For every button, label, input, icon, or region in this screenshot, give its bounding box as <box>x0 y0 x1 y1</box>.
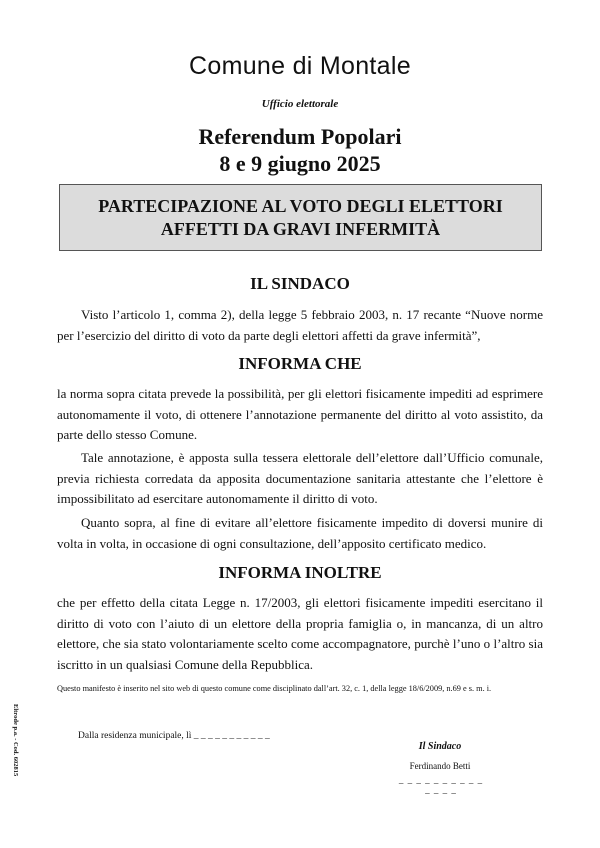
office-subtitle: Ufficio elettorale <box>261 98 339 110</box>
paragraph-norma: la norma sopra citata prevede la possibilità, per gli elettori fisicamente impediti ad esprimere autonomamente il voto, di ottenere l’annotazione permanente del diritto al voto assistito, da parte dello stesso Comune. <box>57 386 543 442</box>
heading-informa-che: INFORMA CHE <box>238 354 362 373</box>
subject-banner <box>59 184 542 251</box>
heading-informa-inoltre: INFORMA INOLTRE <box>218 563 382 582</box>
banner-line-1: PARTECIPAZIONE AL VOTO DEGLI ELETTORI <box>98 195 503 216</box>
printer-code: Eltrode p.a. - Cod. 602815 <box>12 704 19 777</box>
municipality-title: Comune di Montale <box>189 52 411 80</box>
banner-line-2: AFFETTI DA GRAVI INFERMITÀ <box>160 218 441 239</box>
document-date: 8 e 9 giugno 2025 <box>219 151 381 176</box>
paragraph-annotazione: Tale annotazione, è apposta sulla tessera elettorale dell’elettore dall’Ufficio comunale, previa richiesta corredata da apposita documentazione sanitaria attestante che l’elettore è impossibilitato ad esercitare autonomamente il diritto di voto. <box>57 450 543 506</box>
heading-il-sindaco: IL SINDACO <box>250 274 350 293</box>
dateline: Dalla residenza municipale, lì _ _ _ _ _ _ _ _ _ _ _ <box>78 731 270 741</box>
paragraph-legge: che per effetto della citata Legge n. 17/2003, gli elettori fisicamente impediti esercitano il diritto di voto con l’aiuto di un elettore della propria famiglia o, in mancanza, di un altro elettore, che sia stato volontariamente scelto come accompagnatore, purchè l’uno o l’altro sia iscritto in un qualsiasi Comune della Repubblica. <box>57 595 543 672</box>
website-notice: Questo manifesto è inserito nel sito web di questo comune come disciplinato dall’art. 32, c. 1, della legge 18/6/2009, n.69 e s. m. i. <box>57 684 492 693</box>
document-title: Referendum Popolari <box>198 124 402 149</box>
signature-name: Ferdinando Betti <box>409 761 471 771</box>
signature-title: Il Sindaco <box>418 741 462 752</box>
paragraph-quanto-sopra: Quanto sopra, al fine di evitare all’elettore fisicamente impedito di doversi munire di volta in volta, in occasione di ogni consultazione, dell’apposito certificato medico. <box>57 515 543 551</box>
signature-line: _ _ _ _ _ _ _ _ _ _ _ _ _ _ <box>398 775 484 795</box>
paragraph-visto: Visto l’articolo 1, comma 2), della legge 5 febbraio 2003, n. 17 recante “Nuove norme per l’esercizio del diritto di voto da parte degli elettori affetti da grave infermità”, <box>57 307 543 343</box>
